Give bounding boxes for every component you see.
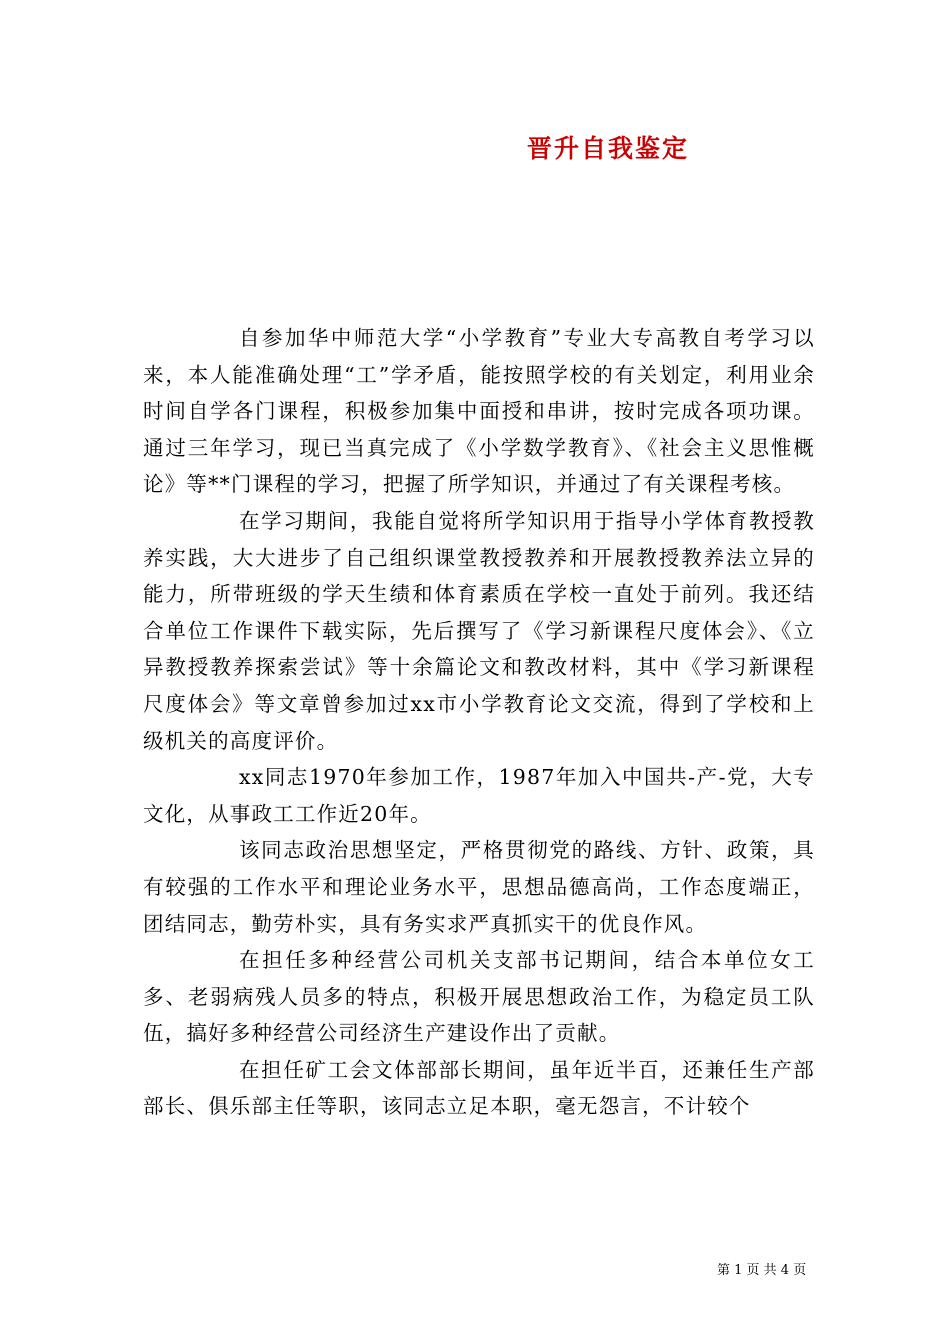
document-body (143, 320, 815, 1125)
paragraph: 自参加华中师范大学“小学教育”专业大专高教自考学习以来，本人能准确处理“工”学矛盾，能按照学校的有关划定，利用业余时间自学各门课程，积极参加集中面授和串讲，按时完成各项功课。通过三年学习，现已当真完成了《小学数学教育》、《社会主义思惟概论》等**门课程的学习，把握了所学知识，并通过了有关课程考核。 (143, 326, 815, 497)
paragraph: xx同志1970年参加工作，1987年加入中国共-产-党，大专文化，从事政工工作近20年。 (143, 765, 815, 826)
page-title: 晋升自我鉴定 (527, 134, 690, 163)
paragraph: 在担任多种经营公司机关支部书记期间，结合本单位女工多、老弱病残人员多的特点，积极开展思想政治工作，为稳定员工队伍，搞好多种经营公司经济生产建设作出了贡献。 (143, 948, 815, 1046)
paragraph: 在担任矿工会文体部部长期间，虽年近半百，还兼任生产部部长、俱乐部主任等职，该同志立足本职，毫无怨言，不计较个 (143, 1057, 815, 1119)
paragraph: 该同志政治思想坚定，严格贯彻党的路线、方针、政策，具有较强的工作水平和理论业务水平，思想品德高尚，工作态度端正，团结同志，勤劳朴实，具有务实求严真抓实干的优良作风。 (143, 838, 815, 936)
paragraph: 在学习期间，我能自觉将所学知识用于指导小学体育教授教养实践，大大进步了自己组织课堂教授教养和开展教授教养法立异的能力，所带班级的学天生绩和体育素质在学校一直处于前列。我还结合单位工作课件下载实际，先后撰写了《学习新课程尺度体会》、《立异教授教养探索尝试》等十余篇论文和教改材料，其中《学习新课程尺度体会》等文章曾参加过xx市小学教育论文交流，得到了学校和上级机关的高度评价。 (143, 508, 815, 753)
page-footer: 第 1 页 共 4 页 (717, 1263, 807, 1278)
